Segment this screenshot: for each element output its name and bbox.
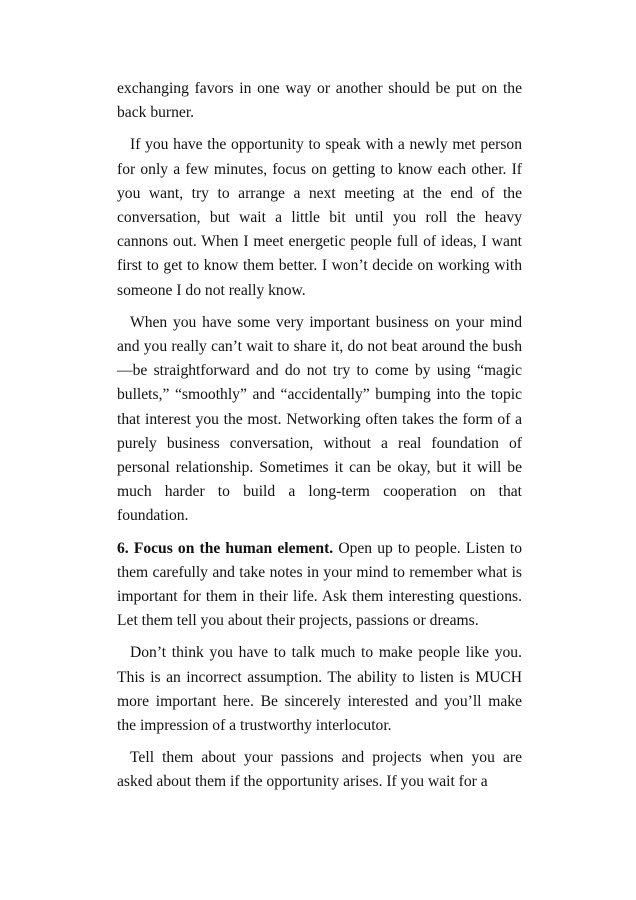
paragraph-newly-met-person: If you have the opportunity to speak with a newly met person for only a few minutes, focus on getting to know each other. If you want, try to arrange a next meeting at the end of the conversation, but wait a little bit until you roll the heavy cannons out. When I meet energetic people full of ideas, I want first to get to know them better. I won’t decide on working with someone I do not really know. [117,136,522,299]
paragraph-back-burner: exchanging favors in one way or another should be put on the back burner. [117,80,522,122]
paragraph-important-business: When you have some very important business on your mind and you really can’t wait to share it, do not beat around the bush—be straightforward and do not try to come by using “magic bullets,” “smoothly” and “accidentally” bumping into the topic that interest you the most. Networking often takes the form of a purely business conversation, without a real foundation of personal relationship. Sometimes it can be okay, but it will be much harder to build a long-term cooperation on that foundation. [117,313,522,525]
paragraph-human-element-body: Open up to people. Listen to them carefully and take notes in your mind to remember what is important for them in their life. Ask them interesting questions. Let them tell you about their projects, passions or dreams. [117,539,522,630]
paragraph-human-element [117,537,522,634]
paragraph-passions-projects: Tell them about your passions and projects when you are asked about them if the opportunity arises. If you wait for a [117,749,522,791]
section-heading-human-element: 6. Focus on the human element. [117,539,334,557]
page-body [117,77,522,803]
paragraph-listening: Don’t think you have to talk much to make people like you. This is an incorrect assumption. The ability to listen is MUCH more important here. Be sincerely interested and you’ll make the impression of a trustworthy interlocutor. [117,644,522,735]
